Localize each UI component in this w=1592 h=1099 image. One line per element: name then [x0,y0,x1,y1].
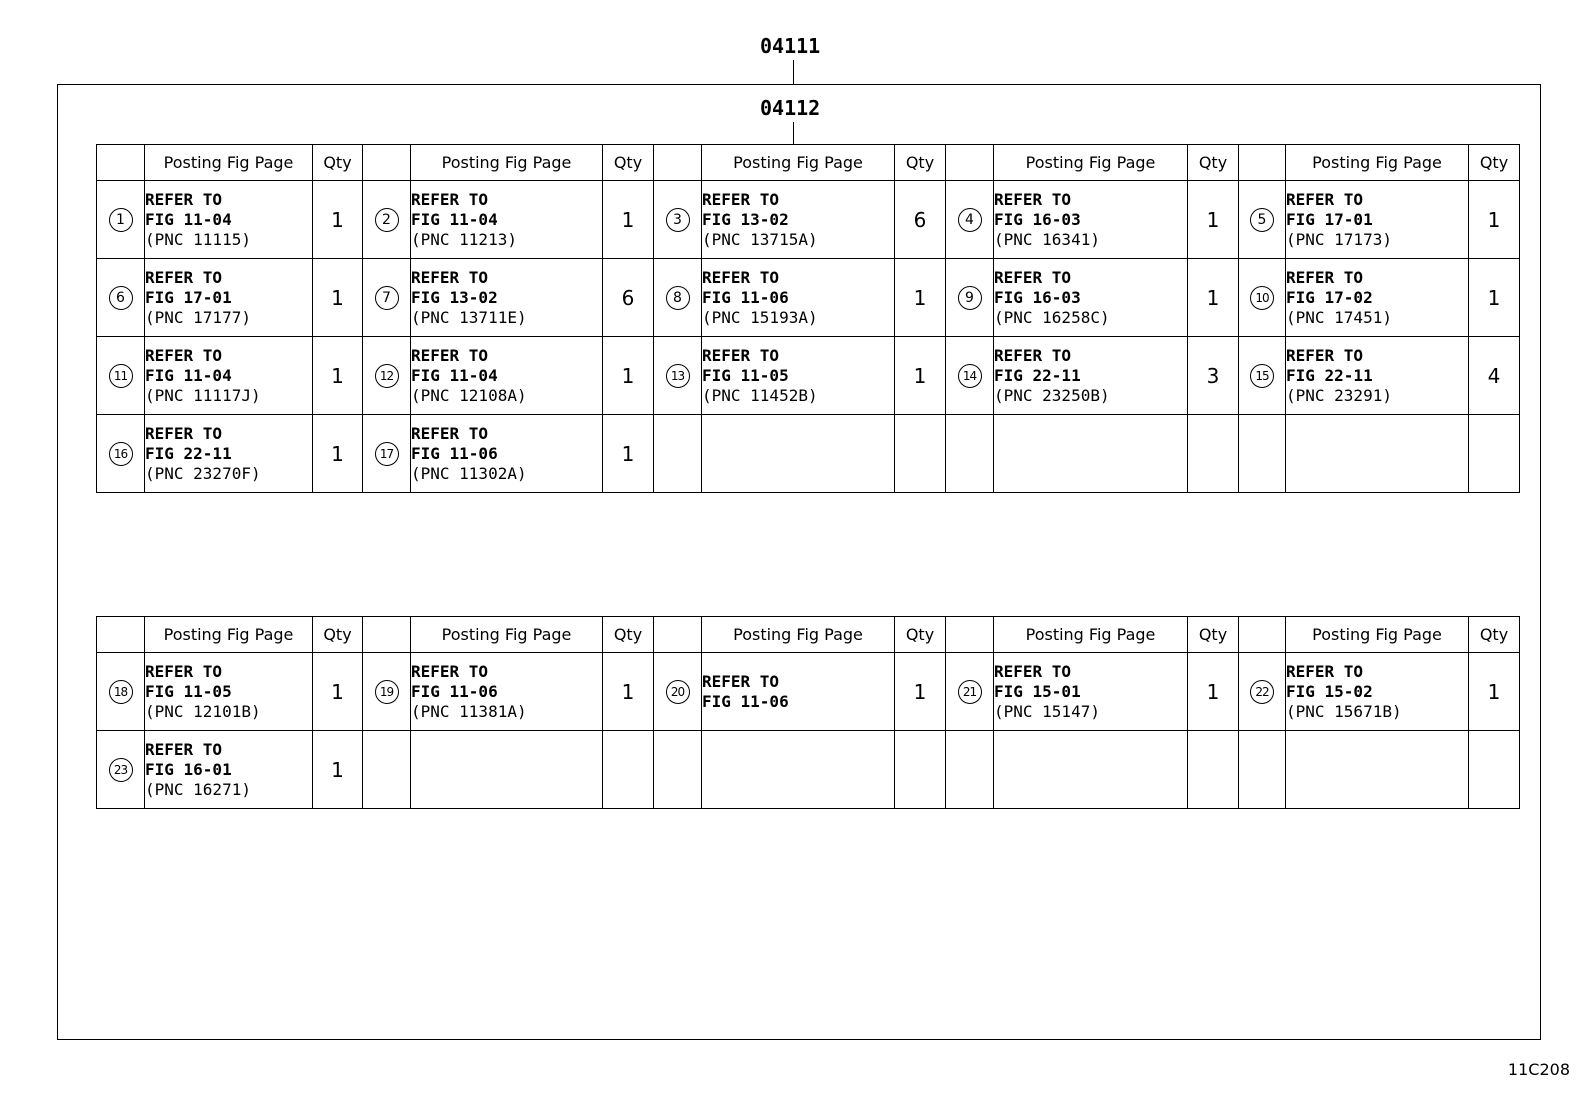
item-number-cell [654,259,702,337]
refer-to-text: REFER TO [702,189,780,209]
header-qty: Qty [1469,617,1520,653]
qty-value: 1 [621,207,635,232]
qty-cell [895,259,946,337]
qty-cell [895,415,946,493]
qty-cell [313,337,363,415]
qty-value: 1 [621,363,635,388]
header-posting-fig-page: Posting Fig Page [994,617,1188,653]
qty-value: 1 [621,441,635,466]
table-row [97,415,1520,493]
refer-to-text: REFER TO [145,423,223,443]
posting-fig-page-cell [1286,181,1469,259]
item-number-cell [1239,259,1286,337]
header-posting-fig-page: Posting Fig Page [145,617,313,653]
item-number-circle: 17 [375,442,399,466]
qty-cell [1469,181,1520,259]
item-number-circle: 10 [1250,286,1274,310]
refer-to-text: REFER TO [702,671,780,691]
header-qty: Qty [313,145,363,181]
fig-number: FIG 17-02 [1286,287,1373,307]
posting-fig-page-cell [145,337,313,415]
item-number-circle: 2 [375,208,399,232]
posting-fig-page-cell [702,731,895,809]
pnc-number: (PNC 15193A) [702,307,818,327]
pnc-number: (PNC 17451) [1286,307,1392,327]
qty-cell [603,181,654,259]
item-number-circle: 1 [109,208,133,232]
item-number-cell [654,337,702,415]
item-number-cell [1239,731,1286,809]
qty-cell [895,181,946,259]
item-number-cell [1239,337,1286,415]
qty-value: 4 [1487,363,1501,388]
posting-fig-page-cell [702,653,895,731]
fig-number: FIG 11-04 [411,365,498,385]
item-number-circle: 19 [375,680,399,704]
qty-cell [895,653,946,731]
pnc-number: (PNC 11117J) [145,385,261,405]
posting-fig-page-cell [411,337,603,415]
qty-value: 1 [331,285,344,310]
fig-number: FIG 11-06 [411,681,498,701]
item-number-circle: 22 [1250,680,1274,704]
pnc-number: (PNC 13711E) [411,307,527,327]
header-posting-fig-page: Posting Fig Page [994,145,1188,181]
item-number-cell [654,415,702,493]
pnc-number: (PNC 13715A) [702,229,818,249]
header-blank [946,617,994,653]
refer-to-text: REFER TO [411,423,489,443]
reference-table-2 [96,616,1520,809]
item-number-cell [97,259,145,337]
table-row [97,337,1520,415]
header-blank [946,145,994,181]
item-number-cell [97,181,145,259]
item-number-circle: 16 [109,442,133,466]
item-number-circle: 9 [958,286,982,310]
fig-number: FIG 11-05 [145,681,232,701]
header-blank [654,617,702,653]
pnc-number: (PNC 11452B) [702,385,818,405]
item-number-circle: 5 [1250,208,1274,232]
pnc-number: (PNC 11381A) [411,701,527,721]
pnc-number: (PNC 23270F) [145,463,261,483]
pnc-number: (PNC 11302A) [411,463,527,483]
header-posting-fig-page: Posting Fig Page [702,617,895,653]
refer-to-text: REFER TO [994,661,1072,681]
header-qty: Qty [1188,617,1239,653]
refer-to-text: REFER TO [411,267,489,287]
pnc-number: (PNC 12101B) [145,701,261,721]
qty-cell [603,731,654,809]
item-number-circle: 7 [375,286,399,310]
item-number-cell [363,653,411,731]
qty-cell [1469,415,1520,493]
item-number-cell [1239,653,1286,731]
header-qty: Qty [603,617,654,653]
item-number-circle: 3 [666,208,690,232]
refer-to-text: REFER TO [1286,345,1364,365]
pnc-number: (PNC 16271) [145,779,251,799]
item-number-cell [946,181,994,259]
refer-to-text: REFER TO [994,345,1072,365]
qty-value: 1 [1206,679,1220,704]
item-number-circle: 4 [958,208,982,232]
fig-number: FIG 13-02 [411,287,498,307]
item-number-cell [363,731,411,809]
qty-cell [1188,259,1239,337]
refer-to-text: REFER TO [411,661,489,681]
item-number-circle: 11 [109,364,133,388]
fig-number: FIG 15-02 [1286,681,1373,701]
posting-fig-page-cell [702,415,895,493]
fig-number: FIG 22-11 [145,443,232,463]
header-posting-fig-page: Posting Fig Page [1286,617,1469,653]
qty-cell [1188,731,1239,809]
pnc-number: (PNC 12108A) [411,385,527,405]
figure-code: 11C208 [1507,1060,1570,1079]
table-header-row [97,145,1520,181]
posting-fig-page-cell [145,731,313,809]
item-number-cell [97,653,145,731]
qty-cell [895,337,946,415]
item-number-circle: 14 [958,364,982,388]
qty-value: 1 [1206,285,1220,310]
item-number-cell [946,259,994,337]
qty-value: 1 [331,757,344,782]
qty-value: 1 [1487,285,1501,310]
refer-to-text: REFER TO [411,189,489,209]
item-number-cell [363,337,411,415]
qty-value: 6 [913,207,927,232]
qty-cell [603,259,654,337]
qty-cell [313,731,363,809]
header-blank [97,617,145,653]
item-number-circle: 18 [109,680,133,704]
header-posting-fig-page: Posting Fig Page [411,617,603,653]
qty-cell [313,259,363,337]
refer-to-text: REFER TO [1286,661,1364,681]
posting-fig-page-cell [1286,259,1469,337]
header-qty: Qty [1188,145,1239,181]
pnc-number: (PNC 15671B) [1286,701,1402,721]
posting-fig-page-cell [994,181,1188,259]
item-number-cell [97,731,145,809]
posting-fig-page-cell [411,181,603,259]
pnc-number: (PNC 11115) [145,229,251,249]
posting-fig-page-cell [994,653,1188,731]
pnc-number: (PNC 16258C) [994,307,1110,327]
posting-fig-page-cell [411,731,603,809]
item-number-cell [363,259,411,337]
qty-cell [1469,731,1520,809]
item-number-cell [946,337,994,415]
item-number-cell [946,653,994,731]
refer-to-text: REFER TO [145,739,223,759]
fig-number: FIG 22-11 [994,365,1081,385]
refer-to-text: REFER TO [145,189,223,209]
fig-number: FIG 17-01 [145,287,232,307]
posting-fig-page-cell [411,653,603,731]
item-number-cell [363,181,411,259]
header-blank [1239,145,1286,181]
posting-fig-page-cell [1286,337,1469,415]
table-row [97,181,1520,259]
qty-value: 6 [621,285,635,310]
posting-fig-page-cell [145,181,313,259]
fig-number: FIG 16-03 [994,209,1081,229]
qty-value: 1 [913,363,927,388]
item-number-cell [1239,415,1286,493]
item-number-cell [654,653,702,731]
qty-cell [313,653,363,731]
qty-value: 1 [331,363,344,388]
fig-number: FIG 15-01 [994,681,1081,701]
pnc-number: (PNC 11213) [411,229,517,249]
posting-fig-page-cell [994,415,1188,493]
pnc-number: (PNC 16341) [994,229,1100,249]
qty-cell [1188,415,1239,493]
refer-to-text: REFER TO [145,267,223,287]
item-number-circle: 23 [109,758,133,782]
qty-value: 3 [1206,363,1220,388]
item-number-cell [946,415,994,493]
qty-cell [1469,259,1520,337]
item-number-cell [946,731,994,809]
refer-to-text: REFER TO [411,345,489,365]
qty-cell [1188,653,1239,731]
fig-number: FIG 22-11 [1286,365,1373,385]
posting-fig-page-cell [1286,653,1469,731]
item-number-circle: 8 [666,286,690,310]
refer-to-text: REFER TO [702,345,780,365]
fig-number: FIG 16-01 [145,759,232,779]
header-posting-fig-page: Posting Fig Page [145,145,313,181]
refer-to-text: REFER TO [994,189,1072,209]
table-row [97,653,1520,731]
qty-cell [313,181,363,259]
posting-fig-page-cell [702,181,895,259]
header-blank [97,145,145,181]
fig-number: FIG 11-04 [145,365,232,385]
qty-cell [603,653,654,731]
sub-assembly-leader-line [793,122,794,144]
table-header-row [97,617,1520,653]
qty-value: 1 [1206,207,1220,232]
refer-to-text: REFER TO [702,267,780,287]
pnc-number: (PNC 23250B) [994,385,1110,405]
sub-assembly-code: 04112 [760,96,821,120]
refer-to-text: REFER TO [1286,267,1364,287]
header-posting-fig-page: Posting Fig Page [411,145,603,181]
posting-fig-page-cell [411,415,603,493]
posting-fig-page-cell [702,337,895,415]
item-number-circle: 13 [666,364,690,388]
item-number-circle: 15 [1250,364,1274,388]
qty-value: 1 [331,441,344,466]
posting-fig-page-cell [702,259,895,337]
posting-fig-page-cell [145,653,313,731]
item-number-cell [654,731,702,809]
item-number-circle: 12 [375,364,399,388]
fig-number: FIG 13-02 [702,209,789,229]
qty-cell [1469,337,1520,415]
item-number-cell [97,337,145,415]
table-row [97,731,1520,809]
posting-fig-page-cell [411,259,603,337]
qty-value: 1 [331,207,344,232]
header-qty: Qty [313,617,363,653]
header-blank [1239,617,1286,653]
posting-fig-page-cell [1286,731,1469,809]
posting-fig-page-cell [994,731,1188,809]
header-posting-fig-page: Posting Fig Page [702,145,895,181]
header-posting-fig-page: Posting Fig Page [1286,145,1469,181]
qty-cell [1188,181,1239,259]
qty-value: 1 [331,679,344,704]
qty-value: 1 [913,285,927,310]
item-number-circle: 20 [666,680,690,704]
posting-fig-page-cell [145,415,313,493]
item-number-cell [654,181,702,259]
fig-number: FIG 11-06 [411,443,498,463]
posting-fig-page-cell [145,259,313,337]
assembly-code: 04111 [760,34,821,58]
qty-cell [603,415,654,493]
refer-to-text: REFER TO [1286,189,1364,209]
fig-number: FIG 16-03 [994,287,1081,307]
fig-number: FIG 11-04 [145,209,232,229]
fig-number: FIG 11-06 [702,287,789,307]
header-qty: Qty [603,145,654,181]
fig-number: FIG 11-05 [702,365,789,385]
refer-to-text: REFER TO [145,345,223,365]
fig-number: FIG 11-04 [411,209,498,229]
item-number-circle: 6 [109,286,133,310]
header-blank [363,617,411,653]
refer-to-text: REFER TO [145,661,223,681]
header-blank [654,145,702,181]
pnc-number: (PNC 17177) [145,307,251,327]
qty-cell [895,731,946,809]
header-blank [363,145,411,181]
item-number-cell [97,415,145,493]
refer-to-text: REFER TO [994,267,1072,287]
qty-cell [1469,653,1520,731]
item-number-circle: 21 [958,680,982,704]
fig-number: FIG 17-01 [1286,209,1373,229]
item-number-cell [363,415,411,493]
qty-value: 1 [1487,679,1501,704]
assembly-leader-line [793,60,794,84]
qty-value: 1 [1487,207,1501,232]
qty-value: 1 [913,679,927,704]
item-number-cell [1239,181,1286,259]
pnc-number: (PNC 15147) [994,701,1100,721]
qty-cell [313,415,363,493]
reference-table-1 [96,144,1520,493]
fig-number: FIG 11-06 [702,691,789,711]
header-qty: Qty [1469,145,1520,181]
header-qty: Qty [895,145,946,181]
qty-cell [1188,337,1239,415]
header-qty: Qty [895,617,946,653]
qty-value: 1 [621,679,635,704]
posting-fig-page-cell [994,259,1188,337]
posting-fig-page-cell [1286,415,1469,493]
posting-fig-page-cell [994,337,1188,415]
pnc-number: (PNC 17173) [1286,229,1392,249]
qty-cell [603,337,654,415]
pnc-number: (PNC 23291) [1286,385,1392,405]
table-row [97,259,1520,337]
